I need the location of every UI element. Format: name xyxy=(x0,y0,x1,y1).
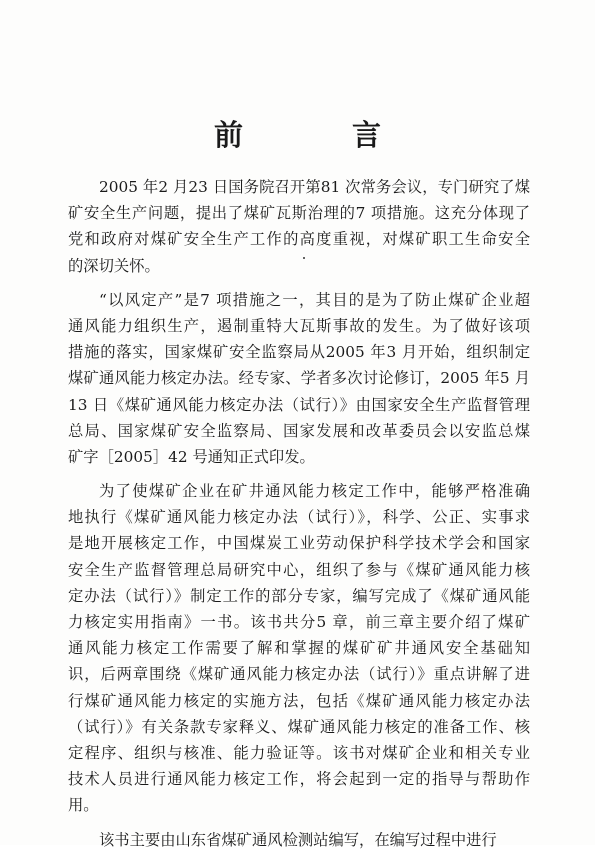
text-line: 矿字［2005］42 号通知正式印发。 xyxy=(68,447,315,466)
text-line: 通风能力组织生产，遏制重特大瓦斯事故的发生。为了做好该项 xyxy=(68,316,530,335)
text-line: 的深切关怀。 xyxy=(68,256,160,275)
text-line: （试行）》有关条款专家释义、煤矿通风能力核定的准备工作、核 xyxy=(68,717,530,736)
text-line: 识，后两章围绕《煤矿通风能力核定办法（试行）》重点讲解了进 xyxy=(68,665,530,684)
text-line: 定办法（试行）》制定工作的部分专家，编写完成了《煤矿通风能 xyxy=(68,586,530,605)
text-line: 该书主要由山东省煤矿通风检测站编写，在编写过程中进行 xyxy=(99,830,497,849)
page-title: 前 言 xyxy=(213,118,421,152)
text-line: 安全生产监督管理总局研究中心，组织了参与《煤矿通风能力核 xyxy=(68,560,530,579)
text-line: 通风能力核定工作需要了解和掌握的煤矿矿井通风安全基础知 xyxy=(68,639,530,658)
text-line: 地执行《煤矿通风能力核定办法（试行）》，科学、公正、实事求 xyxy=(68,508,530,527)
text-line: 用。 xyxy=(68,796,99,815)
text-line: 力核定实用指南》一书。该书共分5 章，前三章主要介绍了煤矿 xyxy=(68,613,530,631)
text-line: 煤矿通风能力核定办法。经专家、学者多次讨论修订，2005 年5 月 xyxy=(68,369,530,388)
text-line: 总局、国家煤矿安全监察局、国家发展和改革委员会以安监总煤 xyxy=(68,421,530,440)
text-line: 为了使煤矿企业在矿井通风能力核定工作中，能够严格准确 xyxy=(99,482,530,501)
paragraph xyxy=(68,478,530,818)
text-line: 措施的落实，国家煤矿安全监察局从2005 年3 月开始，组织制定 xyxy=(68,343,530,362)
text-line: 2005 年2 月23 日国务院召开第81 次常务会议，专门研究了煤 xyxy=(99,178,530,196)
document-body xyxy=(68,174,530,861)
paragraph xyxy=(68,827,530,853)
text-line: 技术人员进行通风能力核定工作，将会起到一定的指导与帮助作 xyxy=(68,770,530,789)
paragraph xyxy=(68,174,530,279)
text-line: 行煤矿通风能力核定的实施方法，包括《煤矿通风能力核定办法 xyxy=(68,691,530,710)
text-line: 定程序、组织与核准、能力验证等。该书对煤矿企业和相关专业 xyxy=(68,743,530,762)
text-line: 党和政府对煤矿安全生产工作的高度重视，对煤矿职工生命安全 xyxy=(68,230,530,249)
text-line: 矿安全生产问题，提出了煤矿瓦斯治理的7 项措施。这充分体现了 xyxy=(68,204,530,223)
paragraph xyxy=(68,287,530,470)
text-line: 是地开展核定工作，中国煤炭工业劳动保护科学技术学会和国家 xyxy=(68,534,530,553)
text-line: 13 日《煤矿通风能力核定办法（试行）》由国家安全生产监督管理 xyxy=(68,395,530,414)
text-line: “以风定产”是7 项措施之一，其目的是为了防止煤矿企业超 xyxy=(99,290,530,309)
